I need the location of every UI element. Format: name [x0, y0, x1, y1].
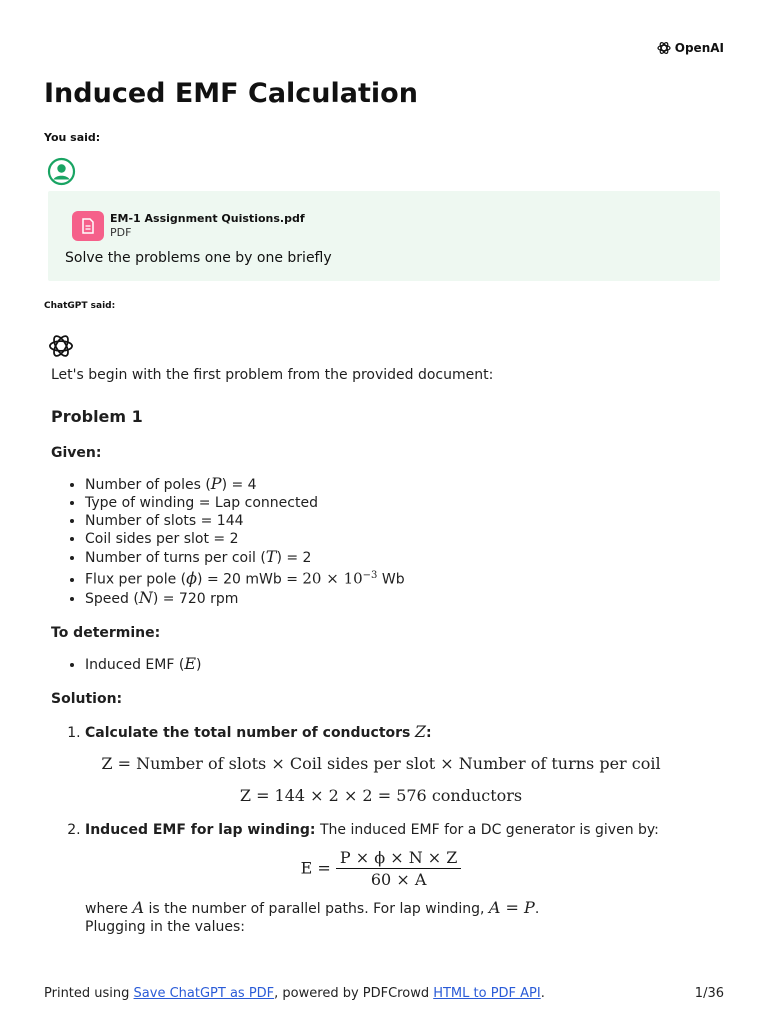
- list-item: • Flux per pole (ϕ) = 20 mWb = $20 \times 10^{-3}$ Wb: [85, 567, 711, 589]
- equation-emf: E = $\frac{P \times \phi \times N \times Z}{60 \times A}$: [51, 849, 711, 889]
- equation-conductors: Z = Number of slots × Coil sides per slot × Number of turns per coil: [101, 753, 661, 773]
- given-label: Given:: [51, 445, 102, 461]
- assistant-label: ChatGPT said:: [44, 301, 116, 311]
- problem-title: Problem 1: [51, 407, 143, 426]
- openai-logo: [656, 40, 724, 56]
- page-title: Induced EMF Calculation: [44, 78, 418, 109]
- given-list: [51, 475, 711, 608]
- openai-icon: [656, 40, 672, 56]
- html-to-pdf-link[interactable]: HTML to PDF API: [433, 986, 541, 1001]
- user-message: Solve the problems one by one briefly: [65, 250, 332, 266]
- file-type: PDF: [110, 226, 132, 239]
- logo-text: OpenAI: [674, 41, 724, 55]
- file-attachment[interactable]: [72, 211, 104, 241]
- determine-label: To determine:: [51, 624, 161, 641]
- equation-conductors-value: Z = 144 × 2 × 2 = 576 conductors: [239, 785, 523, 805]
- list-item: • Number of turns per coil (T) = 2: [85, 548, 711, 567]
- user-label: You said:: [44, 131, 101, 144]
- list-item: • Number of poles (P) = 4: [85, 475, 711, 494]
- list-item: • Coil sides per slot = 2: [85, 530, 711, 548]
- determine-list: [51, 655, 711, 674]
- list-item: • Type of winding = Lap connected: [85, 494, 711, 512]
- assistant-response: [51, 366, 711, 936]
- document-icon: [81, 218, 95, 234]
- user-message-box: [48, 191, 720, 281]
- print-footer: Printed using Save ChatGPT as PDF, powered by PDFCrowd HTML to PDF API.: [44, 986, 545, 1001]
- chatgpt-avatar-icon: [47, 332, 75, 360]
- list-item: • Induced EMF (E): [85, 655, 711, 674]
- save-chatgpt-link[interactable]: Save ChatGPT as PDF: [133, 986, 275, 1001]
- list-item: • Speed (N) = 720 rpm: [85, 589, 711, 608]
- plugging-text: Plugging in the values:: [85, 918, 245, 935]
- list-item: • Number of slots = 144: [85, 512, 711, 530]
- where-text: where A is the number of parallel paths. For lap winding, A = P.: [85, 897, 540, 917]
- solution-steps: [51, 723, 711, 936]
- solution-label: Solution:: [51, 690, 123, 707]
- step-1: 1. Calculate the total number of conductors Z: Z = Number of slots × Coil sides per slot × Number of turns per coil Z = 144 × 2 × 2 = 576 conductors: [85, 723, 711, 805]
- page-number: 1/36: [694, 986, 724, 1001]
- user-avatar-icon: [47, 157, 76, 186]
- step-2: 2. Induced EMF for lap winding: The induced EMF for a DC generator is given by: E = $\frac{P \times \phi \times N \times Z}{60 \times A}$ where A is the number of parallel paths. For lap winding, A = P. Plugging in the values:: [85, 821, 711, 936]
- intro-text: Let's begin with the first problem from the provided document:: [51, 367, 494, 383]
- file-name[interactable]: EM-1 Assignment Quistions.pdf: [110, 212, 305, 225]
